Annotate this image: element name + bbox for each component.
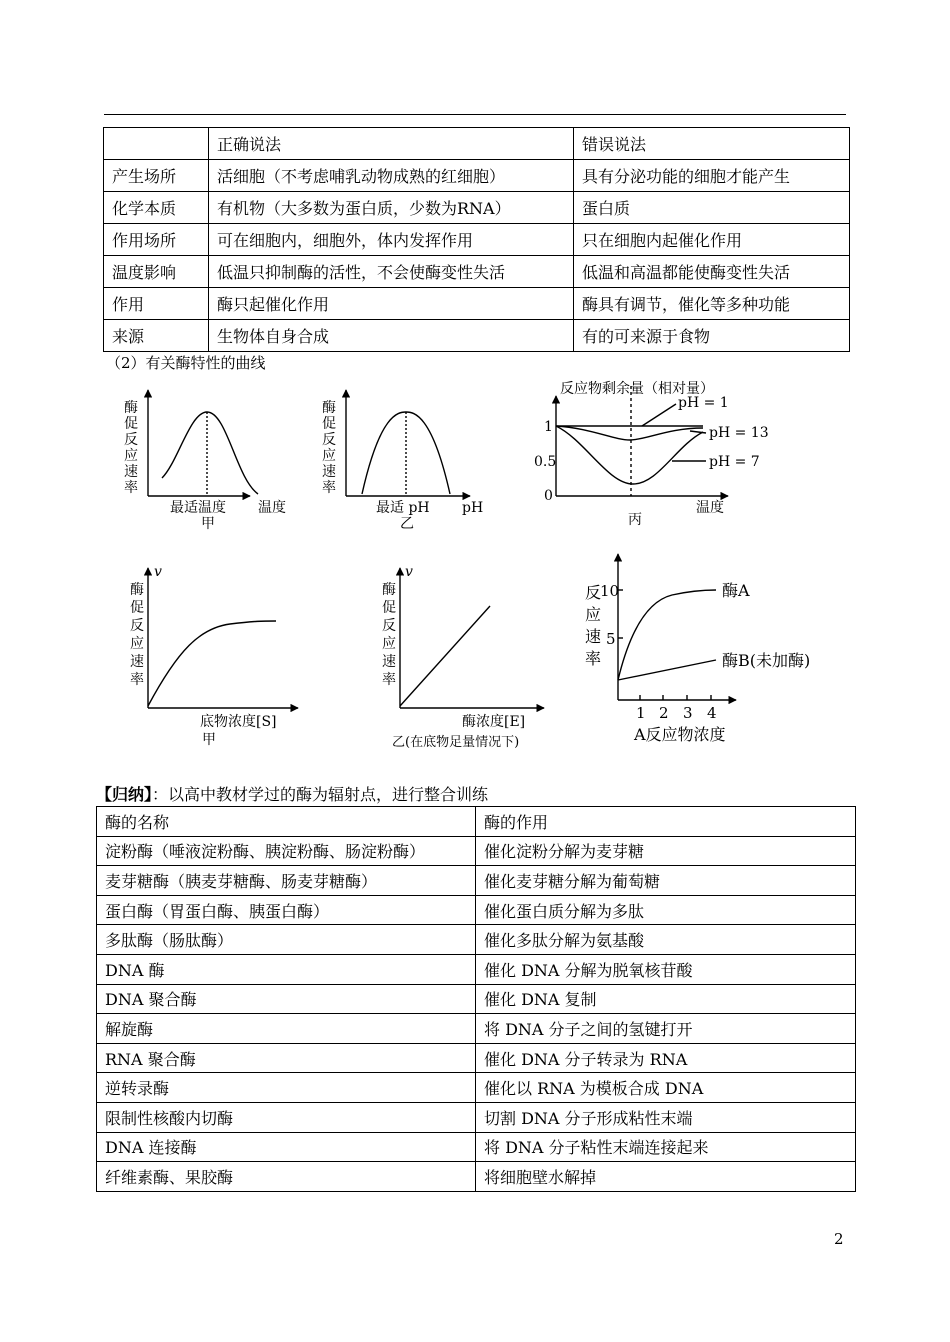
enzyme-function-table [96,806,856,1192]
table-row [97,1043,856,1073]
g6-x-axis-label: A反应物浓度 [634,725,726,744]
table-cell: RNA 聚合酶 [97,1043,476,1073]
table-row [97,1073,856,1103]
table-row [97,1102,856,1132]
g4-ylabel-2: 反 [130,618,144,634]
table-cell: 有机物（大多数为蛋白质，少数为RNA） [209,192,574,224]
summary-text: ：以高中教材学过的酶为辐射点，进行整合训练 [152,785,489,804]
g3-label-ph7: pH = 7 [709,454,760,470]
table-cell: 解旋酶 [97,1014,476,1044]
table-row [97,1014,856,1044]
table-row [97,866,856,896]
table-cell: 具有分泌功能的细胞才能产生 [574,160,850,192]
g4-v-label: v [154,564,162,580]
table-cell: 正确说法 [209,128,574,160]
table-row [97,1162,856,1192]
g5-caption: 乙(在底物足量情况下) [392,735,520,750]
table-cell: 产生场所 [104,160,209,192]
g6-curve-b [618,660,716,680]
g2-caption: 乙 [400,516,414,532]
g6-ytick-5: 5 [606,630,616,648]
g6-ylabel-2: 速 [585,627,602,646]
table-cell: 麦芽糖酶（胰麦芽糖酶、肠麦芽糖酶） [97,866,476,896]
table-header-row [97,807,856,837]
g1-caption: 甲 [201,516,215,532]
g6-xtick-1: 1 [636,704,646,722]
g6-ylabel-3: 率 [585,649,602,668]
g2-ylabel-4: 速 [322,464,336,480]
g6-curve-a [618,590,716,680]
section-title: （2）有关酶特性的曲线 [106,354,266,372]
g5-ylabel-2: 反 [382,618,396,634]
page-number: 2 [834,1230,844,1248]
g1-x-mark: 最适温度 [170,500,226,516]
g5-ylabel-0: 酶 [382,582,396,598]
g6-xtick-4: 4 [707,704,717,722]
table-cell: 作用场所 [104,224,209,256]
g4-ylabel-1: 促 [130,600,144,616]
g3-ytick-1: 1 [544,419,553,435]
table-row [97,895,856,925]
g2-x-axis-label: pH [462,500,484,516]
table-cell: 活细胞（不考虑哺乳动物成熟的红细胞） [209,160,574,192]
table-cell: 催化 DNA 分子转录为 RNA [476,1043,856,1073]
table-cell: 有的可来源于食物 [574,320,850,352]
table-cell: 将 DNA 分子之间的氢键打开 [476,1014,856,1044]
table-cell: 催化多肽分解为氨基酸 [476,925,856,955]
table-cell: 催化蛋白质分解为多肽 [476,895,856,925]
table-row [97,984,856,1014]
g3-curve-ph7 [556,426,703,484]
g3-label-ph1: pH = 1 [678,395,729,411]
table-cell: 低温只抑制酶的活性，不会使酶变性失活 [209,256,574,288]
g3-x-axis-label: 温度 [696,500,724,516]
g3-ytick-0: 0 [544,488,553,504]
table-cell: 酶具有调节，催化等多种功能 [574,288,850,320]
g5-x-axis-label: 酶浓度[E] [462,714,526,730]
g3-leader-ph13 [690,431,706,433]
g2-ylabel-0: 酶 [322,400,336,416]
g5-ylabel-4: 速 [382,654,396,670]
g2-x-mark: 最适 pH [376,500,430,516]
g6-label-a: 酶A [722,581,750,600]
g1-ylabel-5: 率 [124,480,138,496]
g4-curve [148,621,276,706]
g3-ytick-05: 0.5 [534,454,557,470]
g4-caption: 甲 [202,732,216,748]
table-cell: 来源 [104,320,209,352]
g1-curve [162,412,258,494]
table-cell: 催化麦芽糖分解为葡萄糖 [476,866,856,896]
table-cell: 化学本质 [104,192,209,224]
table-cell: 多肽酶（肠肽酶） [97,925,476,955]
g3-leader-ph1 [642,404,676,426]
table-cell: 作用 [104,288,209,320]
table-row [97,925,856,955]
table-cell: 逆转录酶 [97,1073,476,1103]
g4-x-axis-label: 底物浓度[S] [200,714,277,730]
table-cell: 蛋白酶（胃蛋白酶、胰蛋白酶） [97,895,476,925]
g3-title: 反应物剩余量（相对量） [560,381,714,397]
table-cell: 错误说法 [574,128,850,160]
table-cell: 催化 DNA 复制 [476,984,856,1014]
g2-ylabel-1: 促 [322,416,336,432]
g5-line [400,606,490,706]
g3-curve-ph13 [556,426,703,440]
table-cell: 催化淀粉分解为麦芽糖 [476,836,856,866]
g6-ylabel-0: 反 [585,583,602,602]
g3-label-ph13: pH = 13 [709,425,769,441]
g1-ylabel-0: 酶 [124,400,138,416]
g3-caption: 丙 [628,512,642,528]
g2-ylabel-2: 反 [322,432,336,448]
table-cell: 蛋白质 [574,192,850,224]
g5-v-label: v [405,564,413,580]
summary-intro [96,782,488,805]
g4-ylabel-3: 应 [130,636,144,652]
table-cell: 催化以 RNA 为模板合成 DNA [476,1073,856,1103]
g6-ytick-10: 10 [600,582,620,600]
g4-ylabel-0: 酶 [130,582,144,598]
table-cell: DNA 酶 [97,954,476,984]
g2-ylabel-3: 应 [322,448,336,464]
g2-ylabel-5: 率 [322,480,336,496]
g6-label-b: 酶B(未加酶) [722,651,811,670]
table-cell: 酶只起催化作用 [209,288,574,320]
table-row [97,1132,856,1162]
table-cell: 只在细胞内起催化作用 [574,224,850,256]
g1-ylabel-2: 反 [124,432,138,448]
g1-x-axis-label: 温度 [258,500,286,516]
g1-ylabel-3: 应 [124,448,138,464]
table-row [97,836,856,866]
table-cell: 低温和高温都能使酶变性失活 [574,256,850,288]
table-cell: 酶的作用 [476,807,856,837]
table-cell: 催化 DNA 分解为脱氧核苷酸 [476,954,856,984]
g5-ylabel-3: 应 [382,636,396,652]
g1-ylabel-4: 速 [124,464,138,480]
table-row [97,954,856,984]
table-cell: 将 DNA 分子粘性末端连接起来 [476,1132,856,1162]
table-cell: 限制性核酸内切酶 [97,1102,476,1132]
g6-ylabel-1: 应 [585,605,602,624]
g5-ylabel-5: 率 [382,672,396,688]
g6-xtick-3: 3 [683,704,693,722]
table-cell: 温度影响 [104,256,209,288]
g4-ylabel-5: 率 [130,672,144,688]
table-cell: 切割 DNA 分子形成粘性末端 [476,1102,856,1132]
g4-ylabel-4: 速 [130,654,144,670]
g5-ylabel-1: 促 [382,600,396,616]
table-cell: 将细胞壁水解掉 [476,1162,856,1192]
table-cell: DNA 连接酶 [97,1132,476,1162]
table-cell: 纤维素酶、果胶酶 [97,1162,476,1192]
table-cell: 酶的名称 [97,807,476,837]
g6-xtick-2: 2 [659,704,669,722]
table-cell: 淀粉酶（唾液淀粉酶、胰淀粉酶、肠淀粉酶） [97,836,476,866]
table-cell: DNA 聚合酶 [97,984,476,1014]
g1-ylabel-1: 促 [124,416,138,432]
table-cell: 可在细胞内，细胞外，体内发挥作用 [209,224,574,256]
summary-bracket: 【归纳】 [96,785,153,804]
table-cell: 生物体自身合成 [209,320,574,352]
